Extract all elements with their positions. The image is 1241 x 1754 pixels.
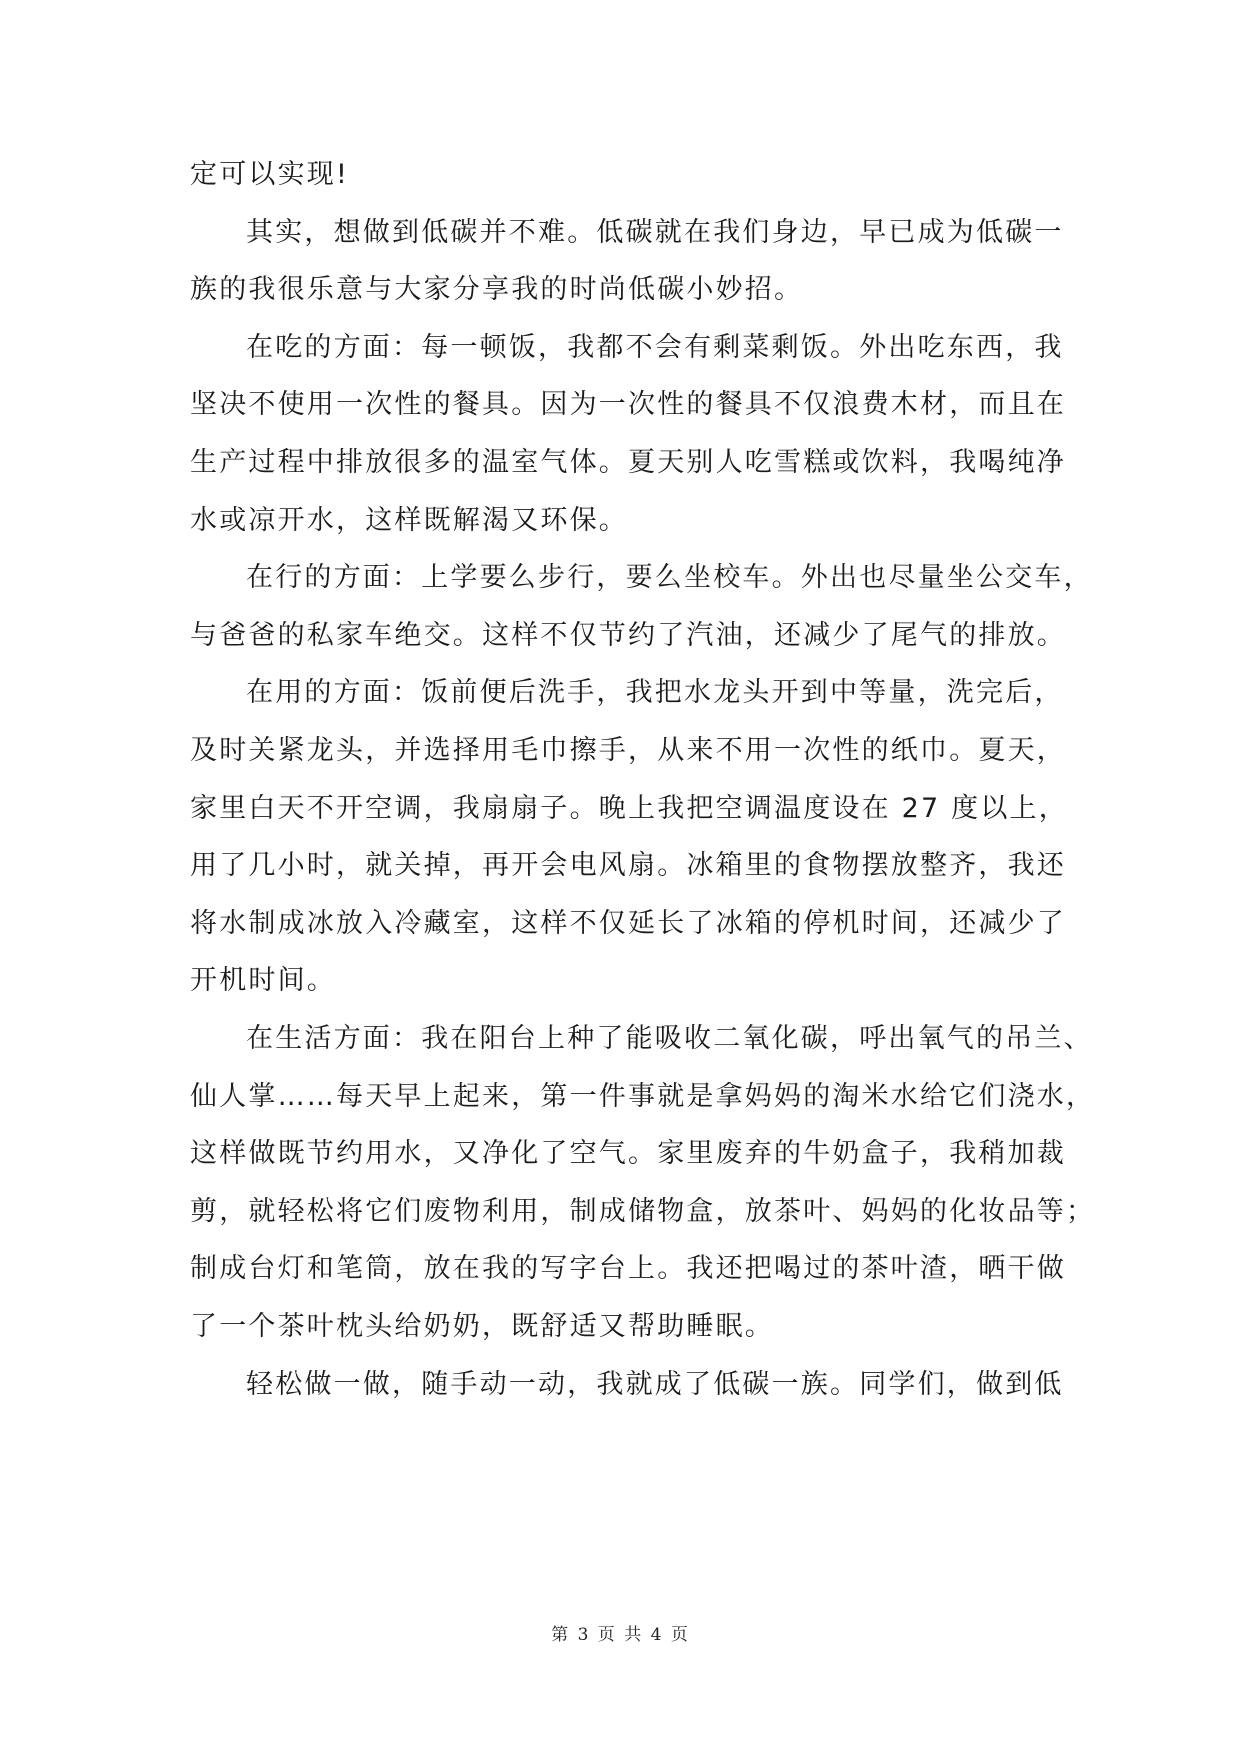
text-line: 在生活方面：我在阳台上种了能吸收二氧化碳，呼出氧气的吊兰、 — [246, 1023, 1093, 1054]
page-footer: 第 3 页 共 4 页 — [551, 1625, 690, 1645]
text-line: 家里白天不开空调，我扇扇子。晚上我把空调温度设在 27 度以上， — [190, 792, 1068, 824]
text-line: 这样做既节约用水，又净化了空气。家里废弃的牛奶盒子，我稍加裁 — [190, 1138, 1066, 1170]
text-line: 仙人掌……每天早上起来，第一件事就是拿妈妈的淘米水给它们浇水， — [190, 1080, 1096, 1112]
text-line: 开机时间。 — [190, 965, 336, 997]
text-line: 剪，就轻松将它们废物利用，制成储物盒，放茶叶、妈妈的化妆品等； — [190, 1195, 1096, 1227]
text-line: 用了几小时，就关掉，再开会电风扇。冰箱里的食物摆放整齐，我还 — [190, 850, 1066, 882]
text-line: 在用的方面：饭前便后洗手，我把水龙头开到中等量，洗完后， — [246, 677, 1064, 709]
text-line: 轻松做一做，随手动一动，我就成了低碳一族。同学们，做到低 — [246, 1368, 1064, 1400]
text-line: 定可以实现! — [190, 159, 350, 190]
text-line: 水或凉开水，这样既解渴又环保。 — [190, 504, 628, 536]
text-line: 将水制成冰放入冷藏室，这样不仅延长了冰箱的停机时间，还减少了 — [190, 907, 1066, 939]
text-line: 及时关紧龙头，并选择用毛巾擦手，从来不用一次性的纸巾。夏天， — [190, 735, 1066, 766]
text-line: 了一个茶叶枕头给奶奶，既舒适又帮助睡眠。 — [190, 1311, 774, 1342]
text-line: 在吃的方面：每一顿饭，我都不会有剩菜剩饭。外出吃东西，我 — [246, 331, 1064, 363]
text-line: 生产过程中排放很多的温室气体。夏天别人吃雪糕或饮料，我喝纯净 — [190, 447, 1066, 478]
text-line: 坚决不使用一次性的餐具。因为一次性的餐具不仅浪费木材，而且在 — [190, 389, 1066, 421]
text-line: 制成台灯和笔筒，放在我的写字台上。我还把喝过的茶叶渣，晒干做 — [190, 1253, 1066, 1285]
text-line: 族的我很乐意与大家分享我的时尚低碳小妙招。 — [190, 274, 804, 306]
text-line: 与爸爸的私家车绝交。这样不仅节约了汽油，还减少了尾气的排放。 — [190, 619, 1066, 651]
text-line: 在行的方面：上学要么步行，要么坐校车。外出也尽量坐公交车， — [246, 562, 1093, 594]
text-line: 其实，想做到低碳并不难。低碳就在我们身边，早已成为低碳一 — [246, 216, 1064, 248]
